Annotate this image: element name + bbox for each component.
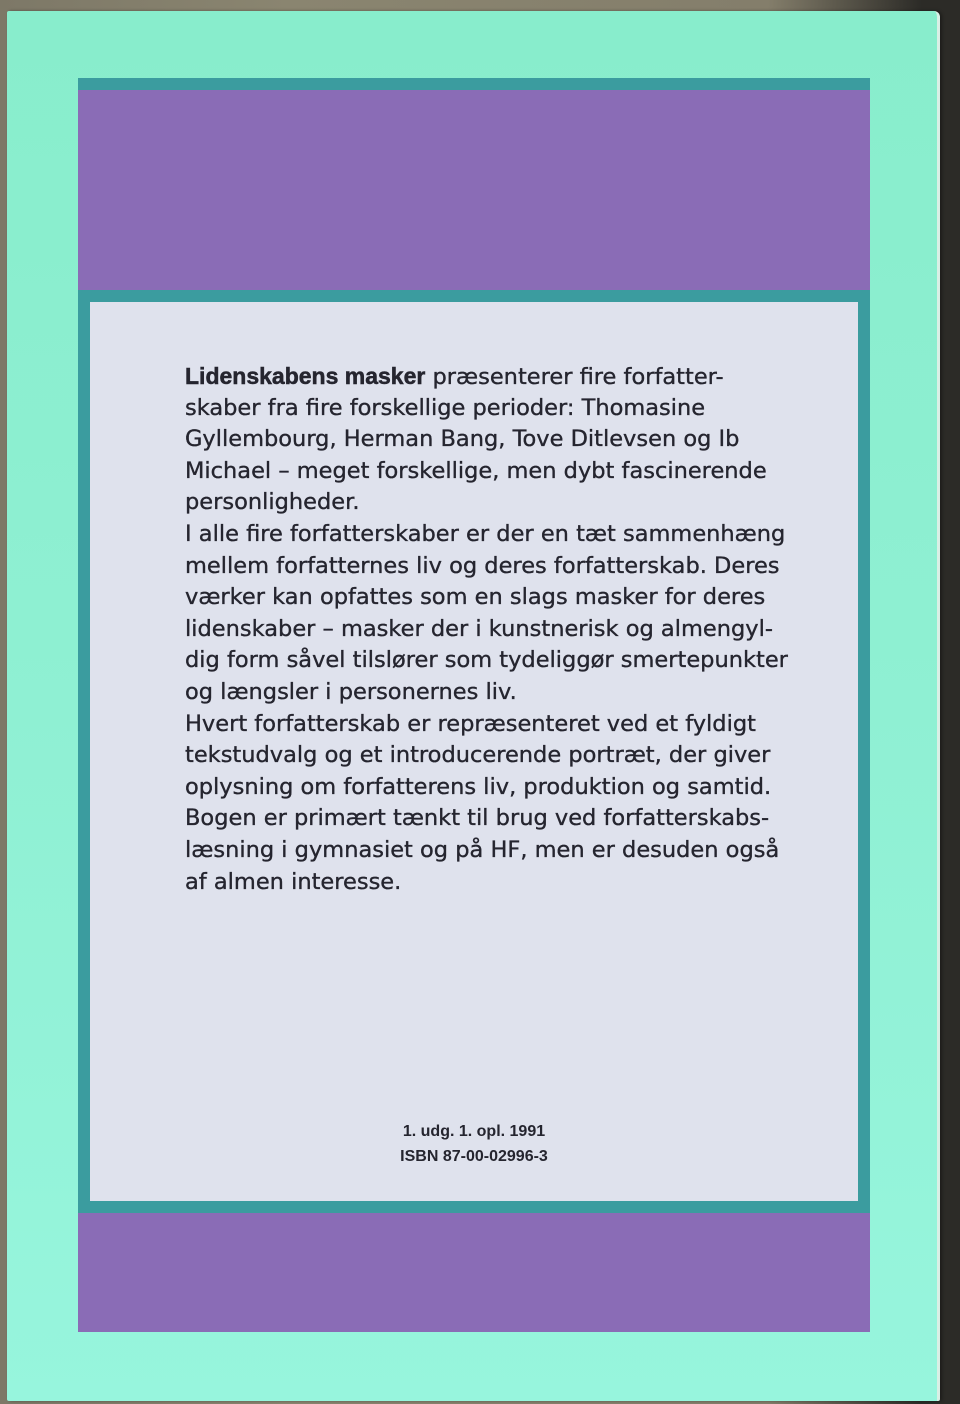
bottom-purple-band — [78, 1213, 870, 1332]
edition-info: 1. udg. 1. opl. 1991 — [402, 1123, 546, 1140]
book-back-cover — [7, 11, 940, 1401]
blurb-line: Gyllembourg, Herman Bang, Tove Ditlevsen og Ib — [185, 426, 740, 453]
blurb-text — [185, 361, 788, 898]
isbn: ISBN 87-00-02996-3 — [400, 1148, 548, 1165]
top-teal-stripe — [78, 78, 870, 90]
blurb-line: værker kan opfattes som en slags masker for deres — [185, 584, 766, 611]
blurb-line: personligheder. — [185, 489, 360, 516]
blurb-line-text: præsenterer fire forfatter- — [425, 364, 724, 390]
blurb-line: lidenskaber – masker der i kunstnerisk og almengyl- — [185, 615, 773, 642]
blurb-line — [185, 361, 788, 393]
blurb-line: skaber fra fire forskellige perioder: Thomasine — [185, 394, 706, 421]
blurb-line: Bogen er primært tænkt til brug ved forfatterskabs- — [185, 805, 770, 832]
blurb-line: og længsler i personernes liv. — [185, 678, 517, 705]
blurb-line: læsning i gymnasiet og på HF, men er desuden også — [185, 836, 780, 863]
blurb-line: I alle fire forfatterskaber er der en tæt sammenhæng — [185, 520, 786, 547]
cover-design-block — [78, 78, 870, 1332]
blurb-line: Hvert forfatterskab er repræsenteret ved et fyldigt — [185, 710, 756, 737]
blurb-line: Michael – meget forskellige, men dybt fascinerende — [185, 457, 767, 484]
blurb-line: tekstudvalg og et introducerende portræt, der giver — [185, 742, 771, 769]
blurb-line: dig form såvel tilslører som tydeliggør smertepunkter — [185, 647, 788, 674]
blurb-line: mellem forfatternes liv og deres forfatterskab. Deres — [185, 552, 780, 579]
top-purple-band — [78, 90, 870, 290]
colophon — [90, 1119, 858, 1169]
text-panel — [90, 302, 858, 1201]
book-title: Lidenskabens masker — [185, 363, 426, 389]
teal-frame — [78, 290, 870, 1213]
blurb-line: af almen interesse. — [185, 868, 402, 895]
blurb-line: oplysning om forfatterens liv, produktion og samtid. — [185, 773, 772, 800]
